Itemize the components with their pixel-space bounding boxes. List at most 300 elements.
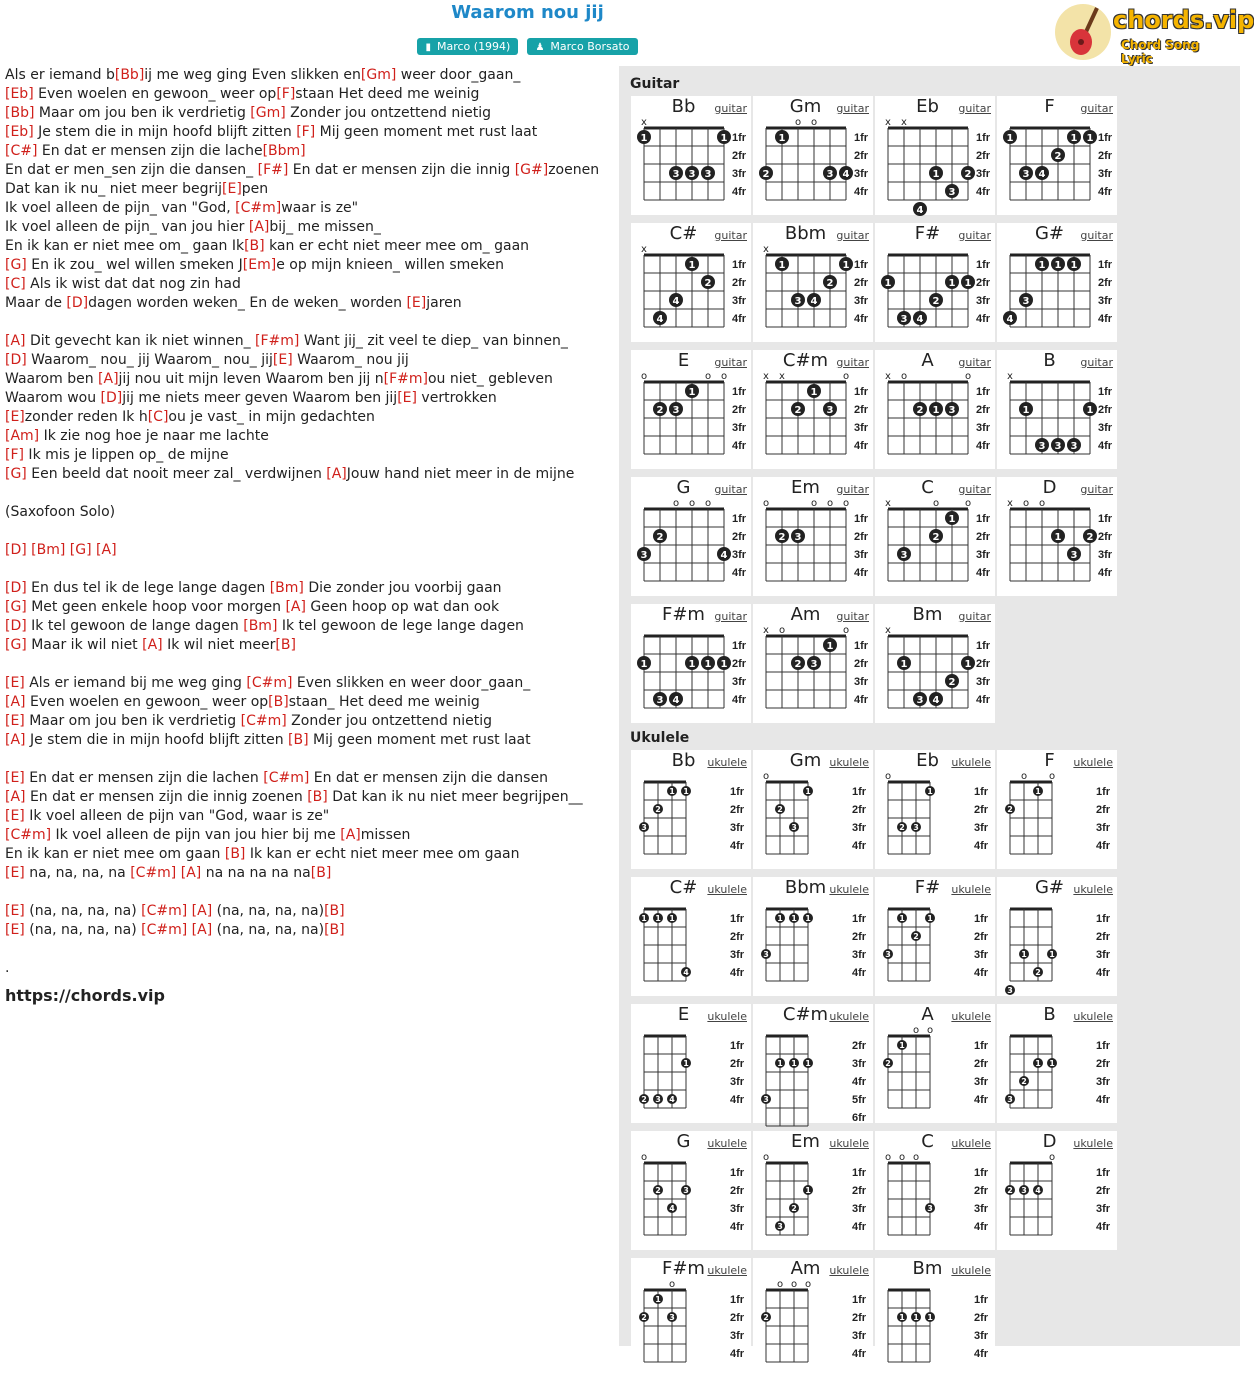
chord-link[interactable]: [D]	[5, 580, 27, 596]
muted-string-mark: x	[641, 117, 647, 128]
finger-number: 2	[913, 932, 919, 941]
lyric-line	[5, 465, 605, 484]
guitar-chord-gsharp[interactable]	[997, 223, 1117, 342]
lyric-line	[5, 66, 605, 85]
chord-link[interactable]: [D]	[5, 618, 27, 634]
chord-link[interactable]: [Bb]	[114, 67, 145, 83]
chord-diagram	[631, 604, 751, 723]
chord-link[interactable]: [Bm]	[243, 618, 278, 634]
finger-number: 1	[900, 659, 908, 670]
lyric-text: Mij geen moment met rust laat	[315, 124, 538, 140]
chord-link[interactable]: [G]	[5, 257, 27, 273]
guitar-chord-csharpm[interactable]	[753, 350, 873, 469]
chord-link[interactable]: [B]	[275, 637, 296, 653]
fret-label: 4fr	[732, 694, 747, 706]
fret-label: 3fr	[732, 676, 747, 688]
fret-label: 3fr	[974, 1203, 989, 1215]
ukulele-chord-f[interactable]	[997, 750, 1117, 869]
instrument-link[interactable]: guitar	[836, 356, 869, 369]
fret-label: 1fr	[854, 132, 869, 144]
instrument-link[interactable]: guitar	[714, 102, 747, 115]
chord-link[interactable]: [F#m]	[255, 333, 300, 349]
fret-label: 4fr	[976, 567, 991, 579]
guitar-chord-bbm[interactable]	[753, 223, 873, 342]
chord-link[interactable]: [B]	[324, 903, 345, 919]
chord-link[interactable]: [E]	[5, 808, 25, 824]
chord-name: G#	[1034, 877, 1065, 898]
chord-name: F#m	[662, 604, 705, 625]
fret-label: 3fr	[1098, 549, 1113, 561]
guitar-chord-em[interactable]	[753, 477, 873, 596]
chord-link[interactable]: [A]	[191, 903, 213, 919]
ukulele-chord-gm[interactable]	[753, 750, 873, 869]
instrument-link[interactable]: guitar	[714, 610, 747, 623]
finger-number: 2	[762, 169, 770, 180]
chord-link[interactable]: [C#m]	[141, 903, 188, 919]
chord-diagram	[753, 350, 873, 469]
open-string-mark: o	[762, 1152, 770, 1163]
chord-link[interactable]: [A]	[5, 732, 26, 748]
user-icon: ♟	[535, 42, 545, 53]
chord-name: Bb	[671, 750, 696, 771]
chord-link[interactable]: [C#]	[5, 143, 38, 159]
chord-link[interactable]: [B]	[244, 238, 265, 254]
chord-link[interactable]: [D]	[5, 352, 27, 368]
chord-link[interactable]: [E]	[5, 713, 25, 729]
guitar-chord-d[interactable]	[997, 477, 1117, 596]
lyric-line	[5, 237, 605, 256]
lyric-text: bij_ me missen_	[269, 219, 381, 235]
chord-link[interactable]: [B]	[288, 732, 309, 748]
chord-diagram	[631, 750, 751, 869]
chord-link[interactable]: [F#]	[257, 162, 289, 178]
instrument-link[interactable]: guitar	[958, 229, 991, 242]
lyric-line	[5, 408, 605, 427]
lyric-text: staan_ Het deed me weinig	[288, 694, 480, 710]
ukulele-chord-fsharp[interactable]	[875, 877, 995, 996]
finger-number: 4	[672, 296, 680, 307]
ukulele-section-title: Ukulele	[630, 730, 690, 746]
finger-number: 3	[913, 823, 919, 832]
guitar-chord-bm[interactable]	[875, 604, 995, 723]
fret-label: 4fr	[1096, 967, 1111, 979]
fret-label: 2fr	[976, 277, 991, 289]
fret-label: 3fr	[976, 422, 991, 434]
lyric-text: En dat er men_sen zijn die dansen_	[5, 162, 258, 178]
lyric-text: Mij geen moment met rust laat	[308, 732, 531, 748]
lyric-text: Ik voel alleen de pijn van "God, waar is ze"	[24, 808, 330, 824]
finger-number: 3	[640, 550, 648, 561]
fret-label: 2fr	[732, 150, 747, 162]
site-url[interactable]: https://chords.vip	[5, 986, 165, 1005]
fret-label: 3fr	[852, 949, 867, 961]
fret-label: 2fr	[854, 277, 869, 289]
chord-diagram	[875, 477, 995, 596]
fret-label: 2fr	[1096, 1185, 1111, 1197]
instrument-link[interactable]: ukulele	[829, 883, 869, 896]
ukulele-chord-eb[interactable]	[875, 750, 995, 869]
finger-number: 1	[1021, 950, 1027, 959]
finger-number: 1	[688, 260, 696, 271]
chord-diagram	[753, 223, 873, 342]
chord-name: C	[921, 477, 934, 498]
finger-number: 1	[683, 1059, 689, 1068]
chord-link[interactable]: [C]	[147, 409, 169, 425]
chord-link[interactable]: [A]	[340, 827, 361, 843]
artist-badge[interactable]	[527, 38, 637, 55]
finger-number: 1	[1086, 405, 1094, 416]
guitar-chord-a[interactable]	[875, 350, 995, 469]
chord-link[interactable]: [A]	[285, 599, 306, 615]
muted-string-mark: x	[901, 117, 907, 128]
chord-link[interactable]: [A]	[326, 466, 347, 482]
instrument-link[interactable]: ukulele	[951, 1137, 991, 1150]
lyric-text: Je stem die in mijn hoofd blijft zitten	[25, 732, 289, 748]
guitar-chord-am[interactable]	[753, 604, 873, 723]
fret-label: 3fr	[854, 168, 869, 180]
fret-label: 1fr	[974, 786, 989, 798]
fret-label: 2fr	[854, 531, 869, 543]
guitar-chord-gm[interactable]	[753, 96, 873, 215]
lyric-line	[5, 142, 605, 161]
instrument-link[interactable]: guitar	[836, 610, 869, 623]
fret-label: 4fr	[854, 567, 869, 579]
fret-label: 2fr	[854, 658, 869, 670]
fret-label: 3fr	[976, 295, 991, 307]
instrument-link[interactable]: guitar	[714, 229, 747, 242]
chord-link[interactable]: [A]	[142, 637, 163, 653]
guitar-chord-bb[interactable]	[631, 96, 751, 215]
instrument-link[interactable]: guitar	[1080, 483, 1113, 496]
site-logo[interactable]	[1055, 2, 1254, 66]
chord-link[interactable]: [A]	[5, 333, 26, 349]
instrument-link[interactable]: ukulele	[1073, 756, 1113, 769]
guitar-chord-fsharp[interactable]	[875, 223, 995, 342]
album-badge[interactable]	[417, 38, 518, 55]
fret-label: 1fr	[854, 386, 869, 398]
lyric-text: Even slikken en weer door_gaan_	[292, 675, 531, 691]
lyric-line	[5, 598, 605, 617]
finger-number: 1	[640, 133, 648, 144]
open-string-mark: o	[1022, 498, 1030, 509]
chord-link[interactable]: [F]	[276, 86, 296, 102]
lyric-line	[5, 218, 605, 237]
instrument-link[interactable]: guitar	[958, 483, 991, 496]
lyric-text: Als er iemand bij me weg ging	[24, 675, 247, 691]
instrument-link[interactable]: guitar	[714, 483, 747, 496]
finger-number: 3	[916, 695, 924, 706]
open-string-mark: o	[672, 498, 680, 509]
open-string-mark: o	[776, 1279, 784, 1290]
finger-number: 1	[641, 914, 647, 923]
guitar-chord-b[interactable]	[997, 350, 1117, 469]
chord-link[interactable]: [F]	[5, 447, 24, 463]
fret-label: 4fr	[976, 313, 991, 325]
ukulele-chord-csharp[interactable]	[631, 877, 751, 996]
chord-link[interactable]: [Gm]	[250, 105, 286, 121]
lyric-text: En ik kan er niet mee om_ gaan Ik	[5, 238, 245, 254]
book-icon: ▮	[425, 42, 431, 53]
lyric-text: vertrokken	[416, 390, 497, 406]
instrument-link[interactable]: guitar	[1080, 102, 1113, 115]
chord-link[interactable]: [A]	[5, 694, 26, 710]
chord-link[interactable]: [G]	[5, 466, 27, 482]
fret-label: 4fr	[974, 840, 989, 852]
fret-label: 1fr	[976, 259, 991, 271]
fret-label: 2fr	[854, 404, 869, 416]
open-string-mark: o	[688, 498, 696, 509]
chord-link[interactable]: [F]	[296, 124, 316, 140]
guitar-chord-g[interactable]	[631, 477, 751, 596]
fret-label: 2fr	[974, 1185, 989, 1197]
finger-number: 2	[655, 805, 661, 814]
ukulele-chord-a[interactable]	[875, 1004, 995, 1123]
lyric-line	[5, 940, 605, 959]
finger-number: 2	[964, 169, 972, 180]
chord-link[interactable]: [Bbm]	[262, 143, 306, 159]
ukulele-chord-c[interactable]	[875, 1131, 995, 1250]
lyric-text: Dat kan ik nu niet meer begrijpen__	[327, 789, 583, 805]
guitar-chord-e[interactable]	[631, 350, 751, 469]
chord-name: Em	[791, 477, 820, 498]
chord-link[interactable]: [Bm]	[269, 580, 304, 596]
chord-link[interactable]: [D]	[100, 390, 123, 406]
chord-link[interactable]: [C#m]	[130, 865, 177, 881]
lyric-text: (na, na, na, na)	[212, 922, 325, 938]
chord-diagram	[875, 750, 995, 869]
chord-link[interactable]: [Eb]	[5, 86, 34, 102]
chord-name: C#	[669, 223, 698, 244]
ukulele-chord-g[interactable]	[631, 1131, 751, 1250]
chord-link[interactable]: [A]	[191, 922, 213, 938]
instrument-link[interactable]: ukulele	[1073, 1137, 1113, 1150]
chord-link[interactable]: [Gm]	[360, 67, 397, 83]
chord-link[interactable]: [A]	[180, 865, 202, 881]
finger-number: 3	[1021, 1186, 1027, 1195]
chord-link[interactable]: [A]	[96, 542, 117, 558]
lyric-line	[5, 636, 605, 655]
instrument-link[interactable]: ukulele	[707, 1264, 747, 1277]
chord-link[interactable]: [B]	[307, 789, 328, 805]
chord-link[interactable]: [E]	[5, 865, 25, 881]
chord-link[interactable]: [C#m]	[240, 713, 287, 729]
finger-number: 2	[932, 296, 940, 307]
guitar-chord-f[interactable]	[997, 96, 1117, 215]
chord-link[interactable]: [Eb]	[5, 124, 34, 140]
fret-label: 2fr	[976, 150, 991, 162]
instrument-link[interactable]: ukulele	[951, 883, 991, 896]
ukulele-chord-d[interactable]	[997, 1131, 1117, 1250]
chord-link[interactable]: [E]	[5, 675, 25, 691]
instrument-link[interactable]: ukulele	[829, 1264, 869, 1277]
guitar-chord-eb[interactable]	[875, 96, 995, 215]
ukulele-chord-b[interactable]	[997, 1004, 1117, 1123]
finger-number: 1	[964, 278, 972, 289]
chord-link[interactable]: [D]	[5, 542, 27, 558]
ukulele-chord-bb[interactable]	[631, 750, 751, 869]
finger-number: 1	[1086, 133, 1094, 144]
chord-diagram	[997, 477, 1117, 596]
lyric-text: Die zonder jou voorbij gaan	[303, 580, 502, 596]
chord-link[interactable]: [E]	[397, 390, 417, 406]
fret-label: 1fr	[1096, 1167, 1111, 1179]
fret-label: 3fr	[730, 949, 745, 961]
chord-link[interactable]: [B]	[324, 922, 345, 938]
fret-label: 4fr	[730, 1221, 745, 1233]
instrument-link[interactable]: guitar	[1080, 229, 1113, 242]
instrument-link[interactable]: ukulele	[1073, 883, 1113, 896]
ukulele-chord-am[interactable]	[753, 1258, 873, 1377]
lyric-text: Waarom ben	[5, 371, 99, 387]
instrument-link[interactable]: ukulele	[707, 883, 747, 896]
chord-diagram	[997, 750, 1117, 869]
chord-diagram	[631, 1004, 751, 1123]
chord-link[interactable]: [A]	[98, 371, 119, 387]
chord-link[interactable]: [A]	[5, 789, 26, 805]
fret-label: 3fr	[730, 822, 745, 834]
fret-label: 2fr	[974, 1058, 989, 1070]
chord-link[interactable]: [C#m]	[141, 922, 188, 938]
chord-name: Bbm	[784, 877, 827, 898]
instrument-link[interactable]: guitar	[836, 102, 869, 115]
instrument-link[interactable]: guitar	[958, 102, 991, 115]
chord-link[interactable]: [E]	[406, 295, 427, 311]
lyric-text: (na, na, na, na)	[212, 903, 325, 919]
open-string-mark: o	[1020, 771, 1028, 782]
chord-link[interactable]: [B]	[310, 865, 332, 881]
lyric-line	[5, 826, 605, 845]
fret-label: 1fr	[852, 1294, 867, 1306]
lyric-text: dagen worden weken_ En de weken_ worden	[88, 295, 407, 311]
chord-link[interactable]: [Bm]	[31, 542, 66, 558]
instrument-link[interactable]: ukulele	[951, 1010, 991, 1023]
lyric-text: Even woelen en gewoon_ weer op	[25, 694, 269, 710]
guitar-chord-fsharpm[interactable]	[631, 604, 751, 723]
ukulele-chord-csharpm[interactable]	[753, 1004, 873, 1123]
chord-name: Bb	[671, 96, 696, 117]
open-string-mark: o	[842, 371, 850, 382]
finger-number: 1	[932, 169, 940, 180]
chord-name: B	[1043, 350, 1056, 371]
instrument-link[interactable]: guitar	[958, 356, 991, 369]
open-string-mark: o	[842, 498, 850, 509]
finger-number: 1	[927, 787, 933, 796]
chord-link[interactable]: [E]	[5, 903, 25, 919]
chord-link[interactable]: [G#]	[514, 162, 549, 178]
fret-label: 2fr	[1098, 404, 1113, 416]
instrument-link[interactable]: ukulele	[951, 756, 991, 769]
ukulele-chord-e[interactable]	[631, 1004, 751, 1123]
instrument-link[interactable]: guitar	[836, 229, 869, 242]
chord-link[interactable]: [G]	[5, 637, 27, 653]
finger-number: 3	[900, 314, 908, 325]
fret-label: 1fr	[976, 386, 991, 398]
ukulele-chord-gsharp[interactable]	[997, 877, 1117, 996]
ukulele-chord-bm[interactable]	[875, 1258, 995, 1377]
chord-diagram	[631, 223, 751, 342]
chord-link[interactable]: [E]	[5, 922, 25, 938]
instrument-link[interactable]: ukulele	[707, 1137, 747, 1150]
ukulele-chord-fsharpm[interactable]	[631, 1258, 751, 1377]
lyric-text: zoenen	[548, 162, 600, 178]
chord-link[interactable]: [E]	[272, 352, 293, 368]
instrument-link[interactable]: guitar	[1080, 356, 1113, 369]
instrument-link[interactable]: ukulele	[829, 1137, 869, 1150]
chord-link[interactable]: [C#m]	[263, 770, 310, 786]
fret-label: 2fr	[1098, 150, 1113, 162]
chord-link[interactable]: [Am]	[5, 428, 40, 444]
fret-label: 2fr	[730, 1185, 745, 1197]
lyric-line	[5, 522, 605, 541]
lyric-text: Een beeld dat nooit meer zal_ verdwijnen	[26, 466, 327, 482]
guitar-chord-c[interactable]	[875, 477, 995, 596]
chord-link[interactable]: [C#m]	[5, 827, 52, 843]
ukulele-chord-bbm[interactable]	[753, 877, 873, 996]
finger-number: 1	[948, 514, 956, 525]
fret-label: 5fr	[852, 1094, 867, 1106]
ukulele-chord-em[interactable]	[753, 1131, 873, 1250]
chord-link[interactable]: [C#m]	[246, 675, 293, 691]
chord-link[interactable]: [E]	[5, 770, 25, 786]
chord-link[interactable]: [E]	[222, 181, 242, 197]
chord-link[interactable]: [D]	[66, 295, 89, 311]
lyric-line	[5, 446, 605, 465]
chord-link[interactable]: [F#m]	[383, 371, 428, 387]
chord-link[interactable]: [A]	[248, 219, 270, 235]
instrument-link[interactable]: guitar	[958, 610, 991, 623]
finger-number: 3	[688, 169, 696, 180]
open-string-mark: o	[720, 371, 728, 382]
chord-name: Bm	[912, 1258, 943, 1279]
lyric-text: Geen hoop op wat dan ook	[305, 599, 500, 615]
open-string-mark: o	[640, 371, 648, 382]
chord-link[interactable]: [B]	[268, 694, 289, 710]
chord-link[interactable]: [C]	[5, 276, 26, 292]
chord-link[interactable]: [Bb]	[5, 105, 35, 121]
lyric-text: Ik zie nog hoe je naar me lachte	[39, 428, 269, 444]
open-string-mark: o	[842, 625, 850, 636]
finger-number: 4	[683, 968, 689, 977]
instrument-link[interactable]: guitar	[714, 356, 747, 369]
instrument-link[interactable]: ukulele	[951, 1264, 991, 1277]
fret-label: 2fr	[1096, 804, 1111, 816]
lyric-text: Dit gevecht kan ik niet winnen_	[25, 333, 256, 349]
instrument-link[interactable]: ukulele	[829, 1010, 869, 1023]
instrument-link[interactable]: ukulele	[829, 756, 869, 769]
chord-link[interactable]: [C#m]	[235, 200, 282, 216]
chord-diagram	[631, 1131, 751, 1250]
chord-link[interactable]: [E]	[5, 409, 25, 425]
chord-link[interactable]: [Em]	[242, 257, 277, 273]
chord-link[interactable]: [B]	[224, 846, 246, 862]
open-string-mark: o	[790, 1279, 798, 1290]
fret-label: 3fr	[852, 822, 867, 834]
instrument-link[interactable]: ukulele	[707, 756, 747, 769]
lyric-text: Waarom_ nou jij	[292, 352, 409, 368]
fret-label: 4fr	[732, 440, 747, 452]
instrument-link[interactable]: ukulele	[707, 1010, 747, 1023]
fret-label: 1fr	[854, 259, 869, 271]
open-string-mark: o	[1038, 498, 1046, 509]
chord-link[interactable]: [G]	[5, 599, 27, 615]
chord-diagram	[631, 1258, 751, 1377]
chord-link[interactable]: [G]	[69, 542, 92, 558]
finger-number: 3	[669, 1313, 675, 1322]
fret-label: 4fr	[1096, 840, 1111, 852]
instrument-link[interactable]: ukulele	[1073, 1010, 1113, 1023]
instrument-link[interactable]: guitar	[836, 483, 869, 496]
guitar-chord-csharp[interactable]	[631, 223, 751, 342]
